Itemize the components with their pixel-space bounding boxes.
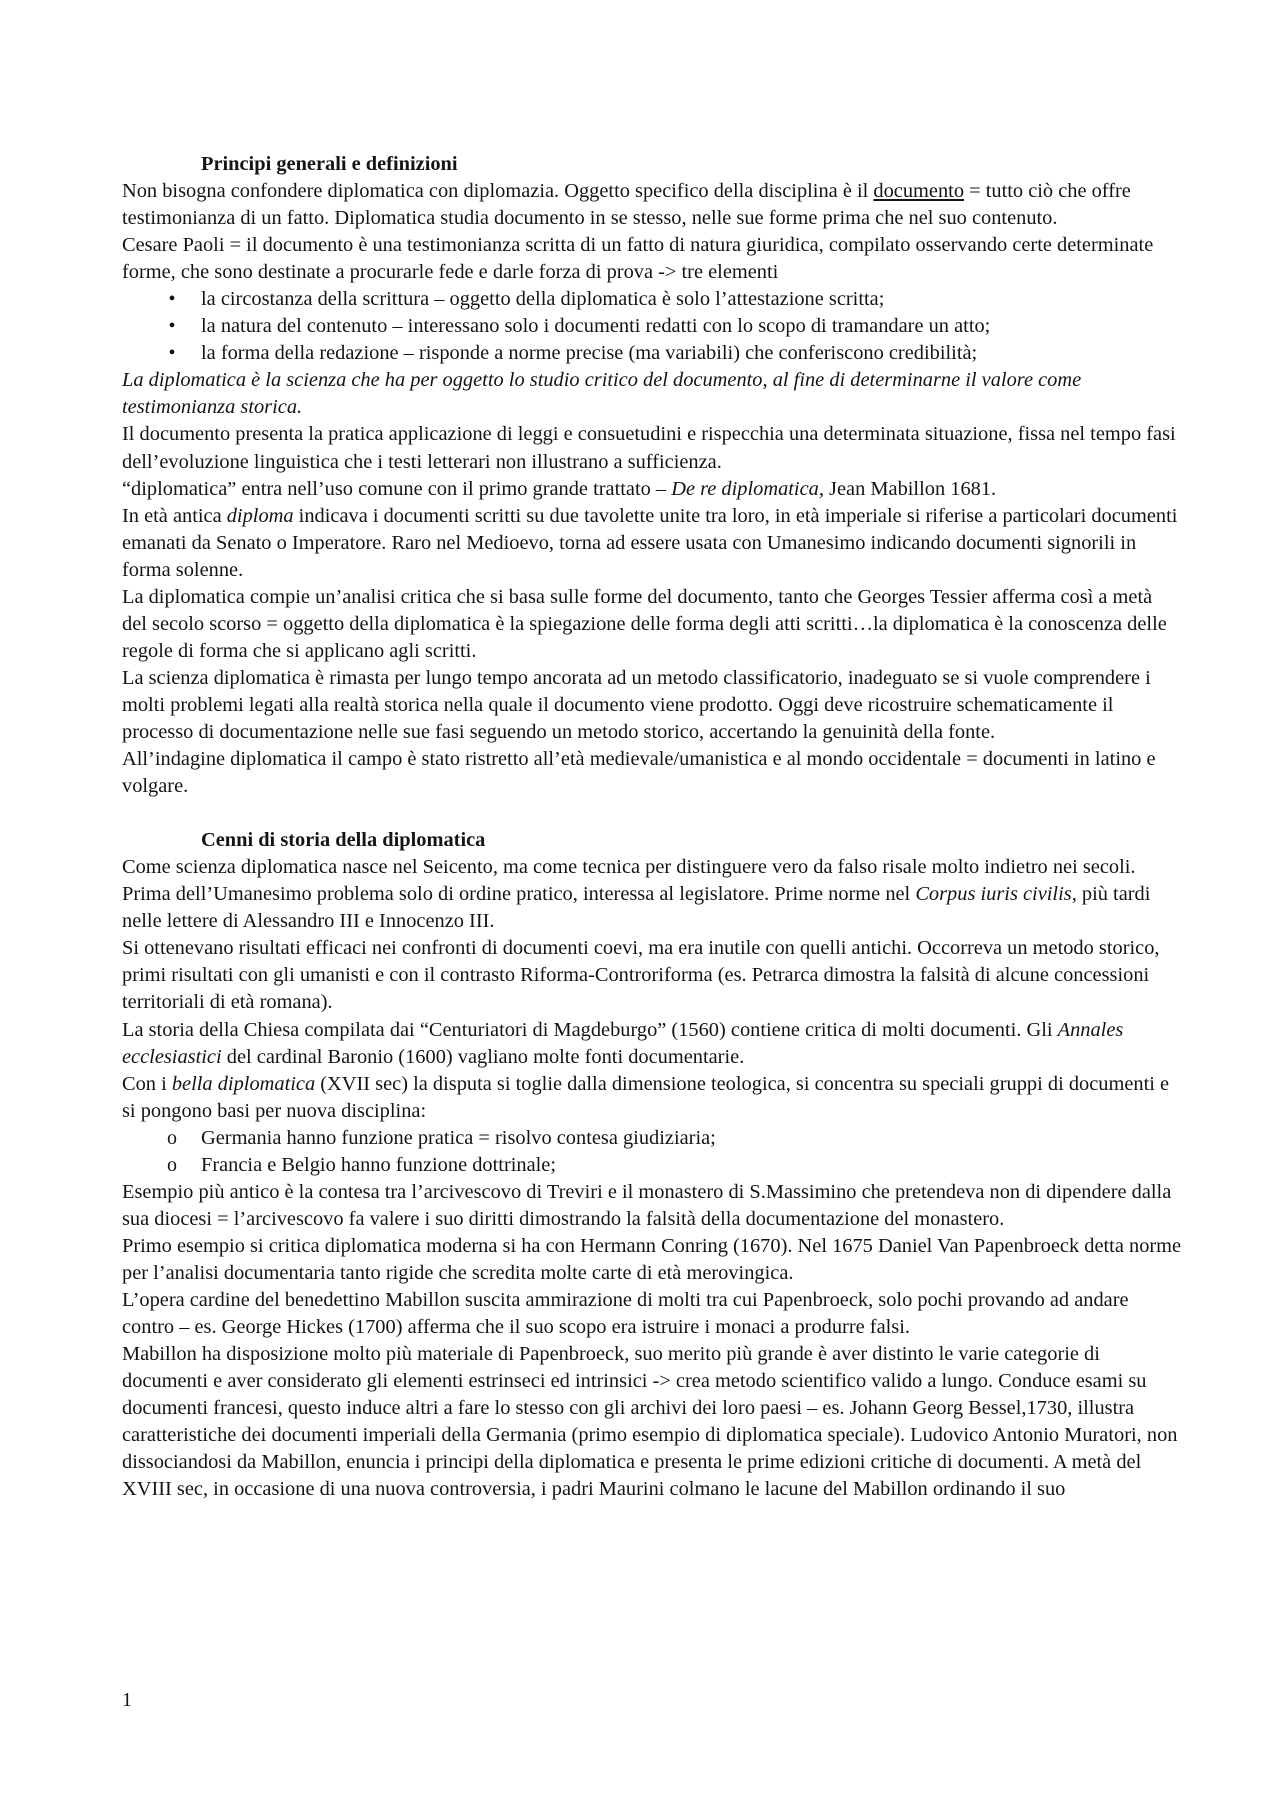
paragraph: All’indagine diplomatica il campo è stato ristretto all’età medievale/umanistica e al mondo occidentale = documenti in latino e volgare.: [122, 748, 1156, 798]
text-run: La storia della Chiesa compilata dai “Centuriatori di Magdeburgo” (1560) contiene critica di molti documenti. Gli: [122, 1018, 1058, 1041]
list-item: [122, 1152, 1182, 1179]
paragraph: [122, 1017, 1182, 1071]
text-run: , più tardi nelle lettere di Alessandro III e Innocenzo III.: [122, 883, 1151, 933]
underlined-term-documento: documento: [873, 180, 965, 203]
italic-title: Corpus iuris civilis: [915, 883, 1072, 906]
paragraph: Esempio più antico è la contesa tra l’arcivescovo di Treviri e il monastero di S.Massimino che pretendeva non di dipendere dalla sua diocesi = l’arcivescovo fa valere i suo diritti dimostrando la falsità della documentazione del monastero.: [122, 1180, 1172, 1230]
page-number: 1: [122, 1689, 132, 1711]
italic-term: bella diplomatica: [171, 1072, 316, 1095]
document-body: [122, 151, 1182, 1503]
italic-title: De re diplomatica: [671, 477, 819, 500]
bullet-icon: •: [168, 315, 176, 338]
list-item-text: Francia e Belgio hanno funzione dottrinale;: [201, 1153, 557, 1176]
paragraph: [122, 178, 1182, 232]
text-run: Con i: [122, 1072, 172, 1095]
section-heading-storia: Cenni di storia della diplomatica: [201, 829, 486, 852]
text-run: Non bisogna confondere diplomatica con diplomazia. Oggetto specifico della disciplina è il: [122, 180, 874, 203]
paragraph: L’opera cardine del benedettino Mabillon suscita ammirazione di molti tra cui Papenbroeck, solo pochi provando ad andare contro – es. George Hickes (1700) afferma che il suo scopo era istruire i monaci a produrre falsi.: [122, 1288, 1129, 1339]
paragraph: [122, 476, 1182, 503]
text-run: = tutto ciò che offre testimonianza di un fatto. Diplomatica studia documento in se stesso, nelle sue forme prima che nel suo contenuto.: [122, 180, 1131, 230]
paragraph: Si ottenevano risultati efficaci nei confronti di documenti coevi, ma era inutile con quelli antichi. Occorreva un metodo storico, primi risultati con gli umanisti e con il contrasto Riforma-Controriforma (es. Petrarca dimostra la falsità di alcune concessioni territoriali di età romana).: [122, 937, 1160, 1014]
bullet-icon: •: [168, 342, 176, 365]
text-run: (XVII sec) la disputa si toglie dalla dimensione teologica, si concentra su speciali gruppi di documenti e si pongono basi per nuova disciplina:: [122, 1072, 1170, 1122]
circle-bullet-icon: o: [167, 1153, 177, 1176]
blank-line: [122, 800, 1182, 827]
paragraph: Il documento presenta la pratica applicazione di leggi e consuetudini e rispecchia una determinata situazione, fissa nel tempo fasi dell’evoluzione linguistica che i testi letterari non illustrano a sufficienza.: [122, 423, 1176, 473]
text-run: del cardinal Baronio (1600) vagliano molte fonti documentarie.: [221, 1045, 745, 1068]
paragraph: [122, 1071, 1182, 1125]
list-item: [122, 1125, 1182, 1152]
circle-list: [122, 1125, 1182, 1179]
text-run: Come scienza diplomatica nasce nel Seicento, ma come tecnica per distinguere vero da falso risale molto indietro nei secoli. Prima dell’Umanesimo problema solo di ordine pratico, interessa al legislatore. Prime norme nel: [122, 856, 1136, 906]
text-run: “diplomatica” entra nell’uso comune con il primo grande trattato –: [122, 477, 672, 500]
paragraph: Cesare Paoli = il documento è una testimonianza scritta di un fatto di natura giuridica, compilato osservando certe determinate forme, che sono destinate a procurarle fede e darle forza di prova -> tre elementi: [122, 234, 1154, 284]
paragraph: [122, 854, 1182, 935]
text-run: , Jean Mabillon 1681.: [818, 477, 997, 500]
list-item: [122, 286, 1182, 313]
paragraph: Primo esempio si critica diplomatica moderna si ha con Hermann Conring (1670). Nel 1675 Daniel Van Papenbroeck detta norme per l’analisi documentaria tanto rigide che scredita molte carte di età merovingica.: [122, 1234, 1182, 1284]
list-item-text: la natura del contenuto – interessano solo i documenti redatti con lo scopo di tramandare un atto;: [201, 315, 991, 338]
text-run: indicava i documenti scritti su due tavolette unite tra loro, in età imperiale si riferise a particolari documenti emanati da Senato o Imperatore. Raro nel Medioevo, torna ad essere usata con Umanesimo indicando documenti signorili in forma solenne.: [122, 504, 1178, 581]
circle-bullet-icon: o: [167, 1126, 177, 1149]
bullet-list: [122, 286, 1182, 367]
section-heading-principi: Principi generali e definizioni: [201, 153, 458, 175]
list-item-text: la forma della redazione – risponde a norme precise (ma variabili) che conferiscono credibilità;: [201, 342, 978, 365]
list-item: [122, 340, 1182, 367]
definition-paragraph: La diplomatica è la scienza che ha per oggetto lo studio critico del documento, al fine di determinarne il valore come testimonianza storica.: [122, 369, 1082, 419]
list-item: [122, 313, 1182, 340]
list-item-text: Germania hanno funzione pratica = risolvo contesa giudiziaria;: [201, 1126, 716, 1149]
paragraph: [122, 503, 1182, 584]
italic-title: Annales ecclesiastici: [122, 1018, 1124, 1068]
paragraph: La scienza diplomatica è rimasta per lungo tempo ancorata ad un metodo classificatorio, inadeguato se si vuole comprendere i molti problemi legati alla realtà storica nella quale il documento viene prodotto. Oggi deve ricostruire schematicamente il processo di documentazione nelle sue fasi seguendo un metodo storico, accertando la genuinità della fonte.: [122, 666, 1151, 743]
italic-term: diploma: [226, 504, 294, 527]
list-item-text: la circostanza della scrittura – oggetto della diplomatica è solo l’attestazione scritta;: [201, 288, 885, 311]
bullet-icon: •: [168, 288, 176, 311]
text-run: In età antica: [122, 504, 227, 527]
paragraph: Mabillon ha disposizione molto più materiale di Papenbroeck, suo merito più grande è aver distinto le varie categorie di documenti e aver considerato gli elementi estrinseci ed intrinsici -> crea metodo scientifico valido a lungo. Conduce esami su documenti francesi, questo induce altri a fare lo stesso con gli archivi dei loro paesi – es. Johann Georg Bessel,1730, illustra caratteristiche dei documenti imperiali della Germania (primo esempio di diplomatica speciale). Ludovico Antonio Muratori, non dissociandosi da Mabillon, enuncia i principi della diplomatica e presenta le prime edizioni critiche di documenti. A metà del XVIII sec, in occasione di una nuova controversia, i padri Maurini colmano le lacune del Mabillon ordinando il suo: [122, 1343, 1178, 1501]
paragraph: La diplomatica compie un’analisi critica che si basa sulle forme del documento, tanto che Georges Tessier afferma così a metà del secolo scorso = oggetto della diplomatica è la spiegazione delle forma degli atti scritti…la diplomatica è la conoscenza delle regole di forma che si applicano agli scritti.: [122, 585, 1167, 662]
